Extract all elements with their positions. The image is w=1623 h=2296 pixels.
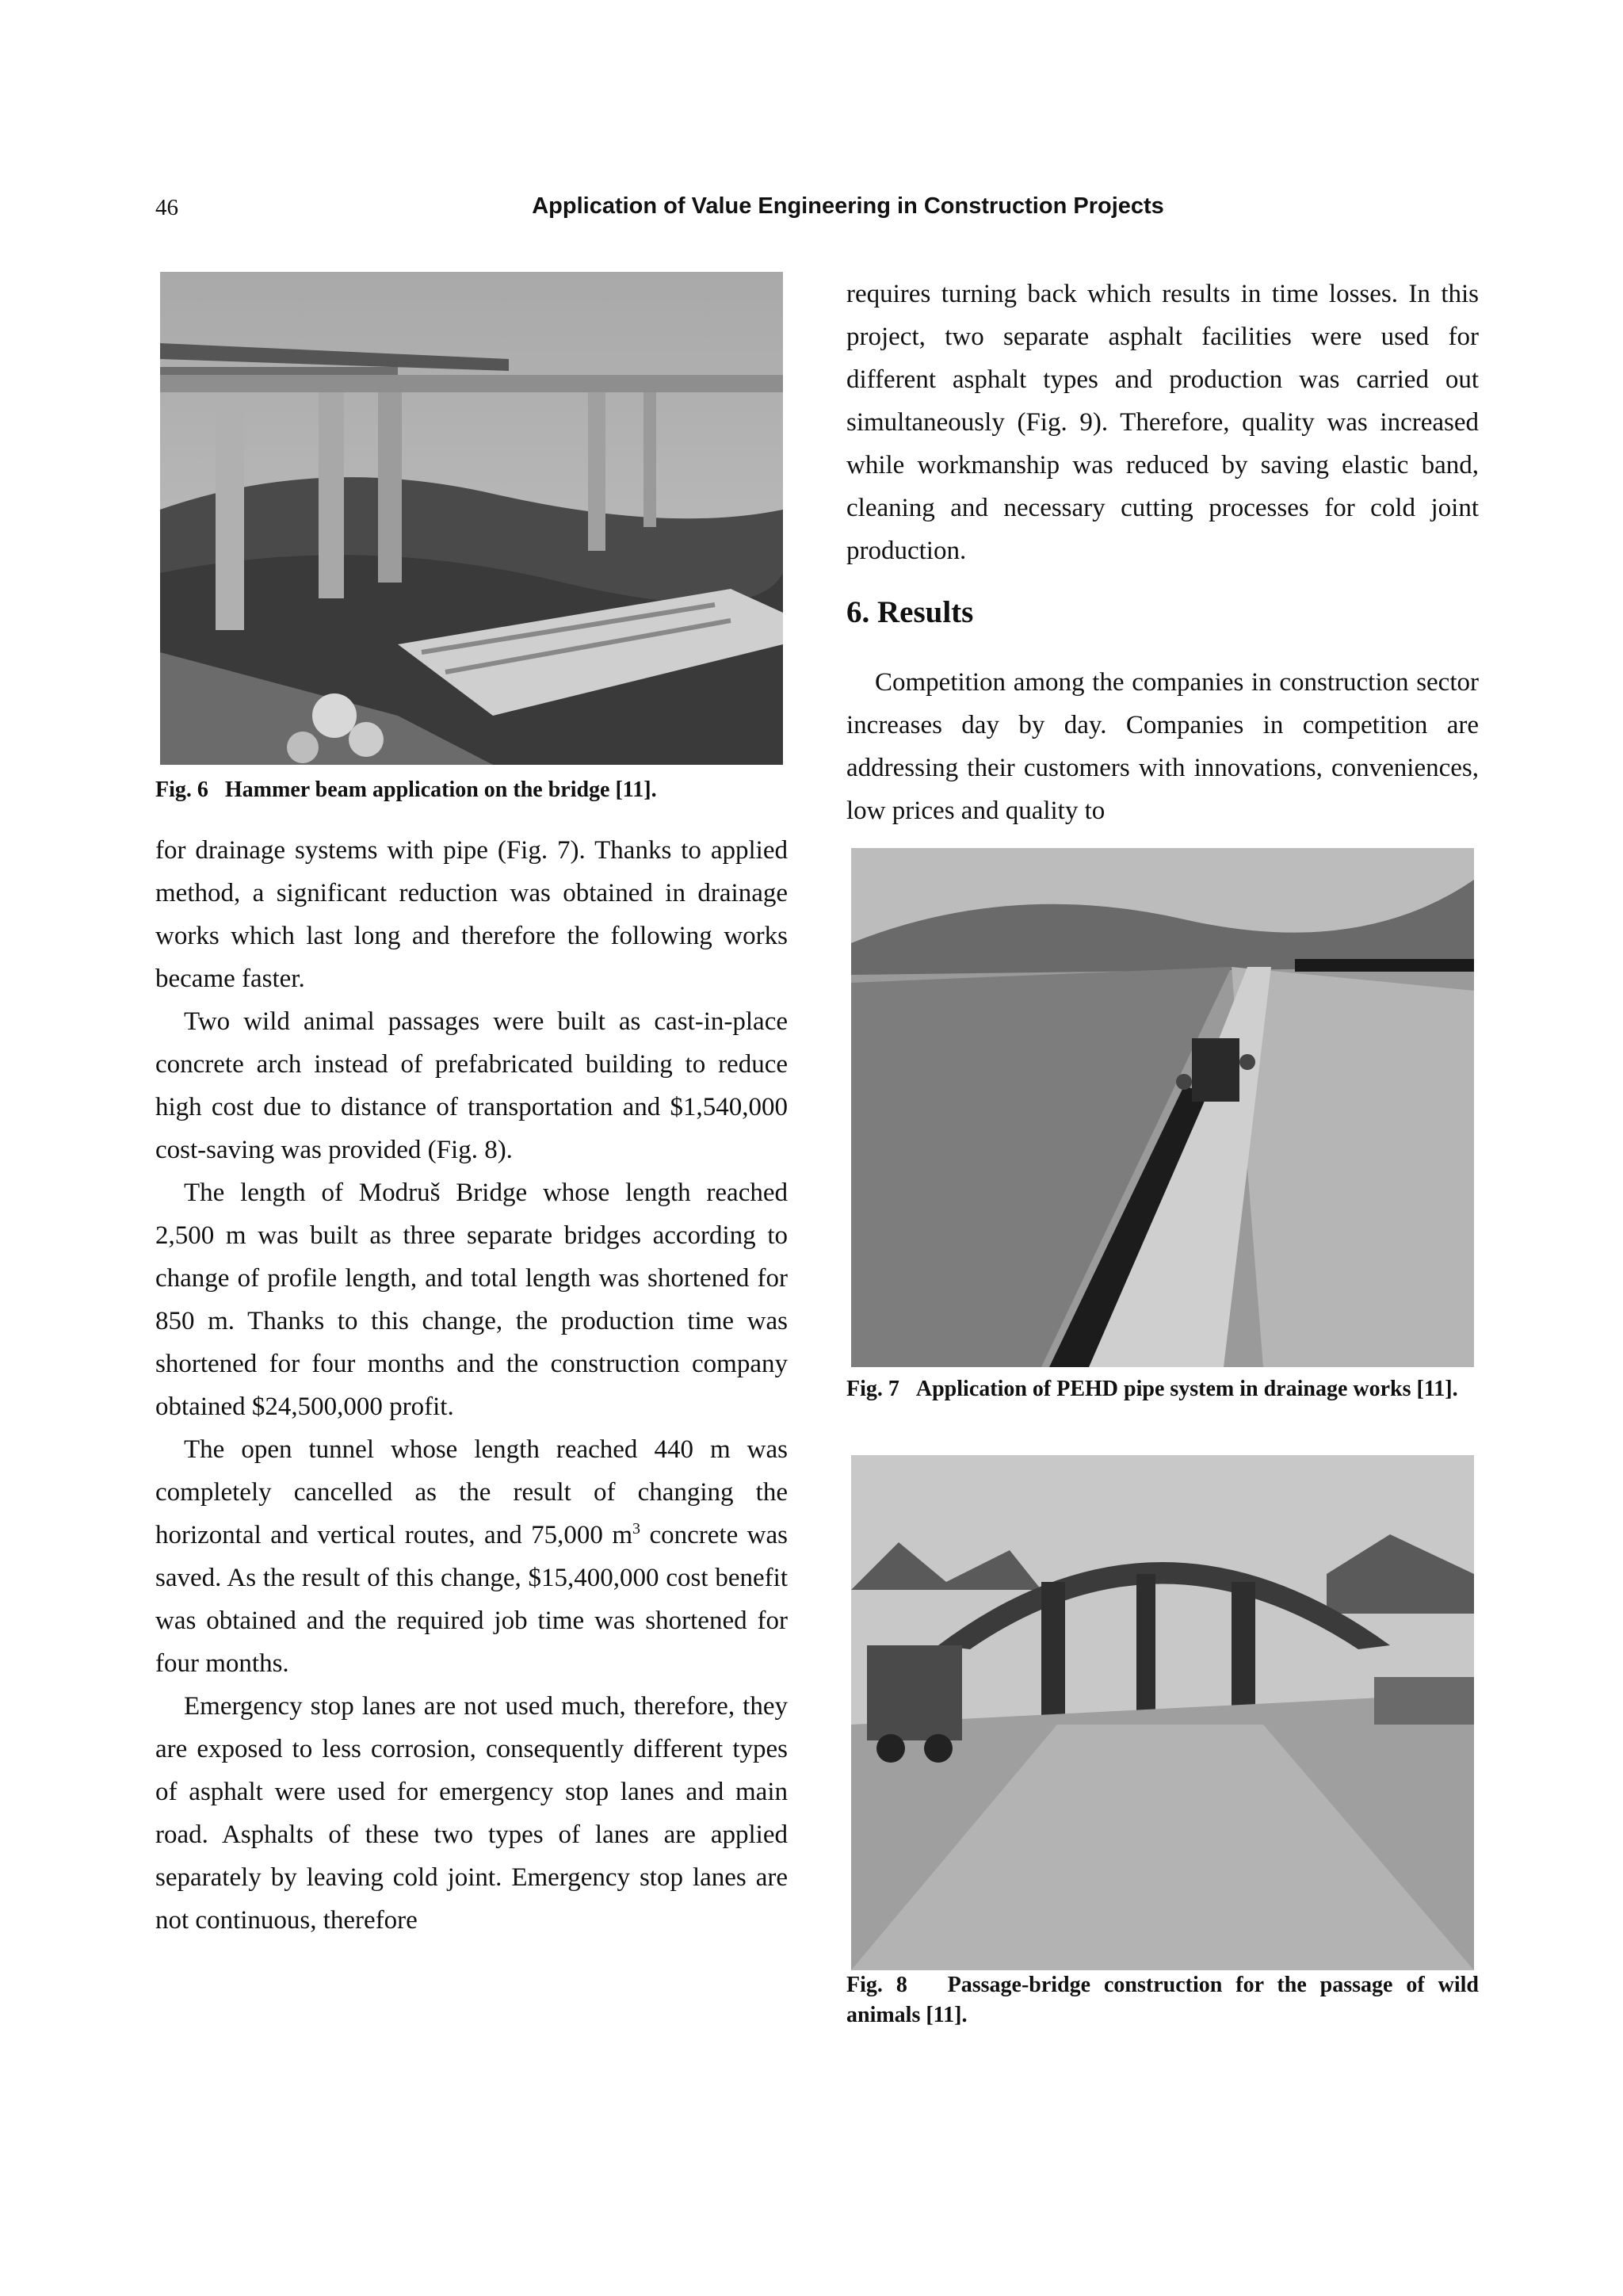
left-paragraph-4 <box>155 1428 788 1685</box>
figure-6-caption <box>155 775 788 805</box>
running-header-title: Application of Value Engineering in Construction Projects <box>532 193 1164 219</box>
figure-8-photo <box>851 1455 1474 1970</box>
figure-8-caption <box>846 1970 1479 2030</box>
figure-8-label: Fig. 8 <box>846 1973 907 1997</box>
figure-7-label: Fig. 7 <box>846 1377 899 1401</box>
left-paragraph-3: The length of Modruš Bridge whose length reached 2,500 m was built as three separate bridges according to change of profile length, and total length was shortened for 850 m. Thanks to this change, the production time was shortened for four months and the construction company obtained $24,500,000 profit. <box>155 1179 788 1421</box>
right-column-text-top <box>846 273 1479 572</box>
figure-7-photo <box>851 848 1474 1367</box>
figure-6-caption-text: Hammer beam application on the bridge [11]. <box>224 777 657 802</box>
section-heading-results: 6. Results <box>846 595 974 629</box>
figure-7-caption-text: Application of PEHD pipe system in drainage works [11]. <box>915 1377 1458 1401</box>
right-column-text-results <box>846 661 1479 832</box>
page-number: 46 <box>155 195 178 220</box>
arch-passage-photo-illustration <box>851 1455 1474 1970</box>
left-paragraph-4-part-b: concrete was saved. As the result of this change, $15,400,000 cost benefit was obtained and the required job time was shortened for four months. <box>155 1521 788 1678</box>
bridge-photo-illustration <box>160 272 783 765</box>
right-paragraph-1: requires turning back which results in time losses. In this project, two separate asphalt facilities were used for different asphalt types and production was carried out simultaneously (Fig. 9). Therefore, quality was increased while workmanship was reduced by saving elastic band, cleaning and necessary cutting processes for cold joint production. <box>846 280 1479 565</box>
cubic-superscript: 3 <box>632 1520 641 1538</box>
figure-6-photo <box>160 272 783 765</box>
right-paragraph-2: Competition among the companies in construction sector increases day by day. Companies in competition are addressing their customers with innovations, conveniences, low prices and quality to <box>846 668 1479 825</box>
left-paragraph-2: Two wild animal passages were built as cast-in-place concrete arch instead of prefabricated building to reduce high cost due to distance of transportation and $1,540,000 cost-saving was provided (Fig. 8). <box>155 1007 788 1164</box>
figure-7-caption <box>846 1374 1479 1404</box>
pipe-trench-photo-illustration <box>851 848 1474 1367</box>
left-paragraph-4-part-a: The open tunnel whose length reached 440 m was completely cancelled as the result of changing the horizontal and vertical routes, and 75,000 m <box>155 1435 788 1549</box>
figure-6-label: Fig. 6 <box>155 777 208 802</box>
figure-8-caption-text: Passage-bridge construction for the passage of wild animals [11]. <box>846 1973 1480 2027</box>
left-column-text <box>155 829 788 1942</box>
left-paragraph-5: Emergency stop lanes are not used much, therefore, they are exposed to less corrosion, consequently different types of asphalt were used for emergency stop lanes and main road. Asphalts of these two types of lanes are applied separately by leaving cold joint. Emergency stop lanes are not continuous, therefore <box>155 1692 788 1935</box>
left-paragraph-1: for drainage systems with pipe (Fig. 7). Thanks to applied method, a significant reduction was obtained in drainage works which last long and therefore the following works became faster. <box>155 836 788 993</box>
